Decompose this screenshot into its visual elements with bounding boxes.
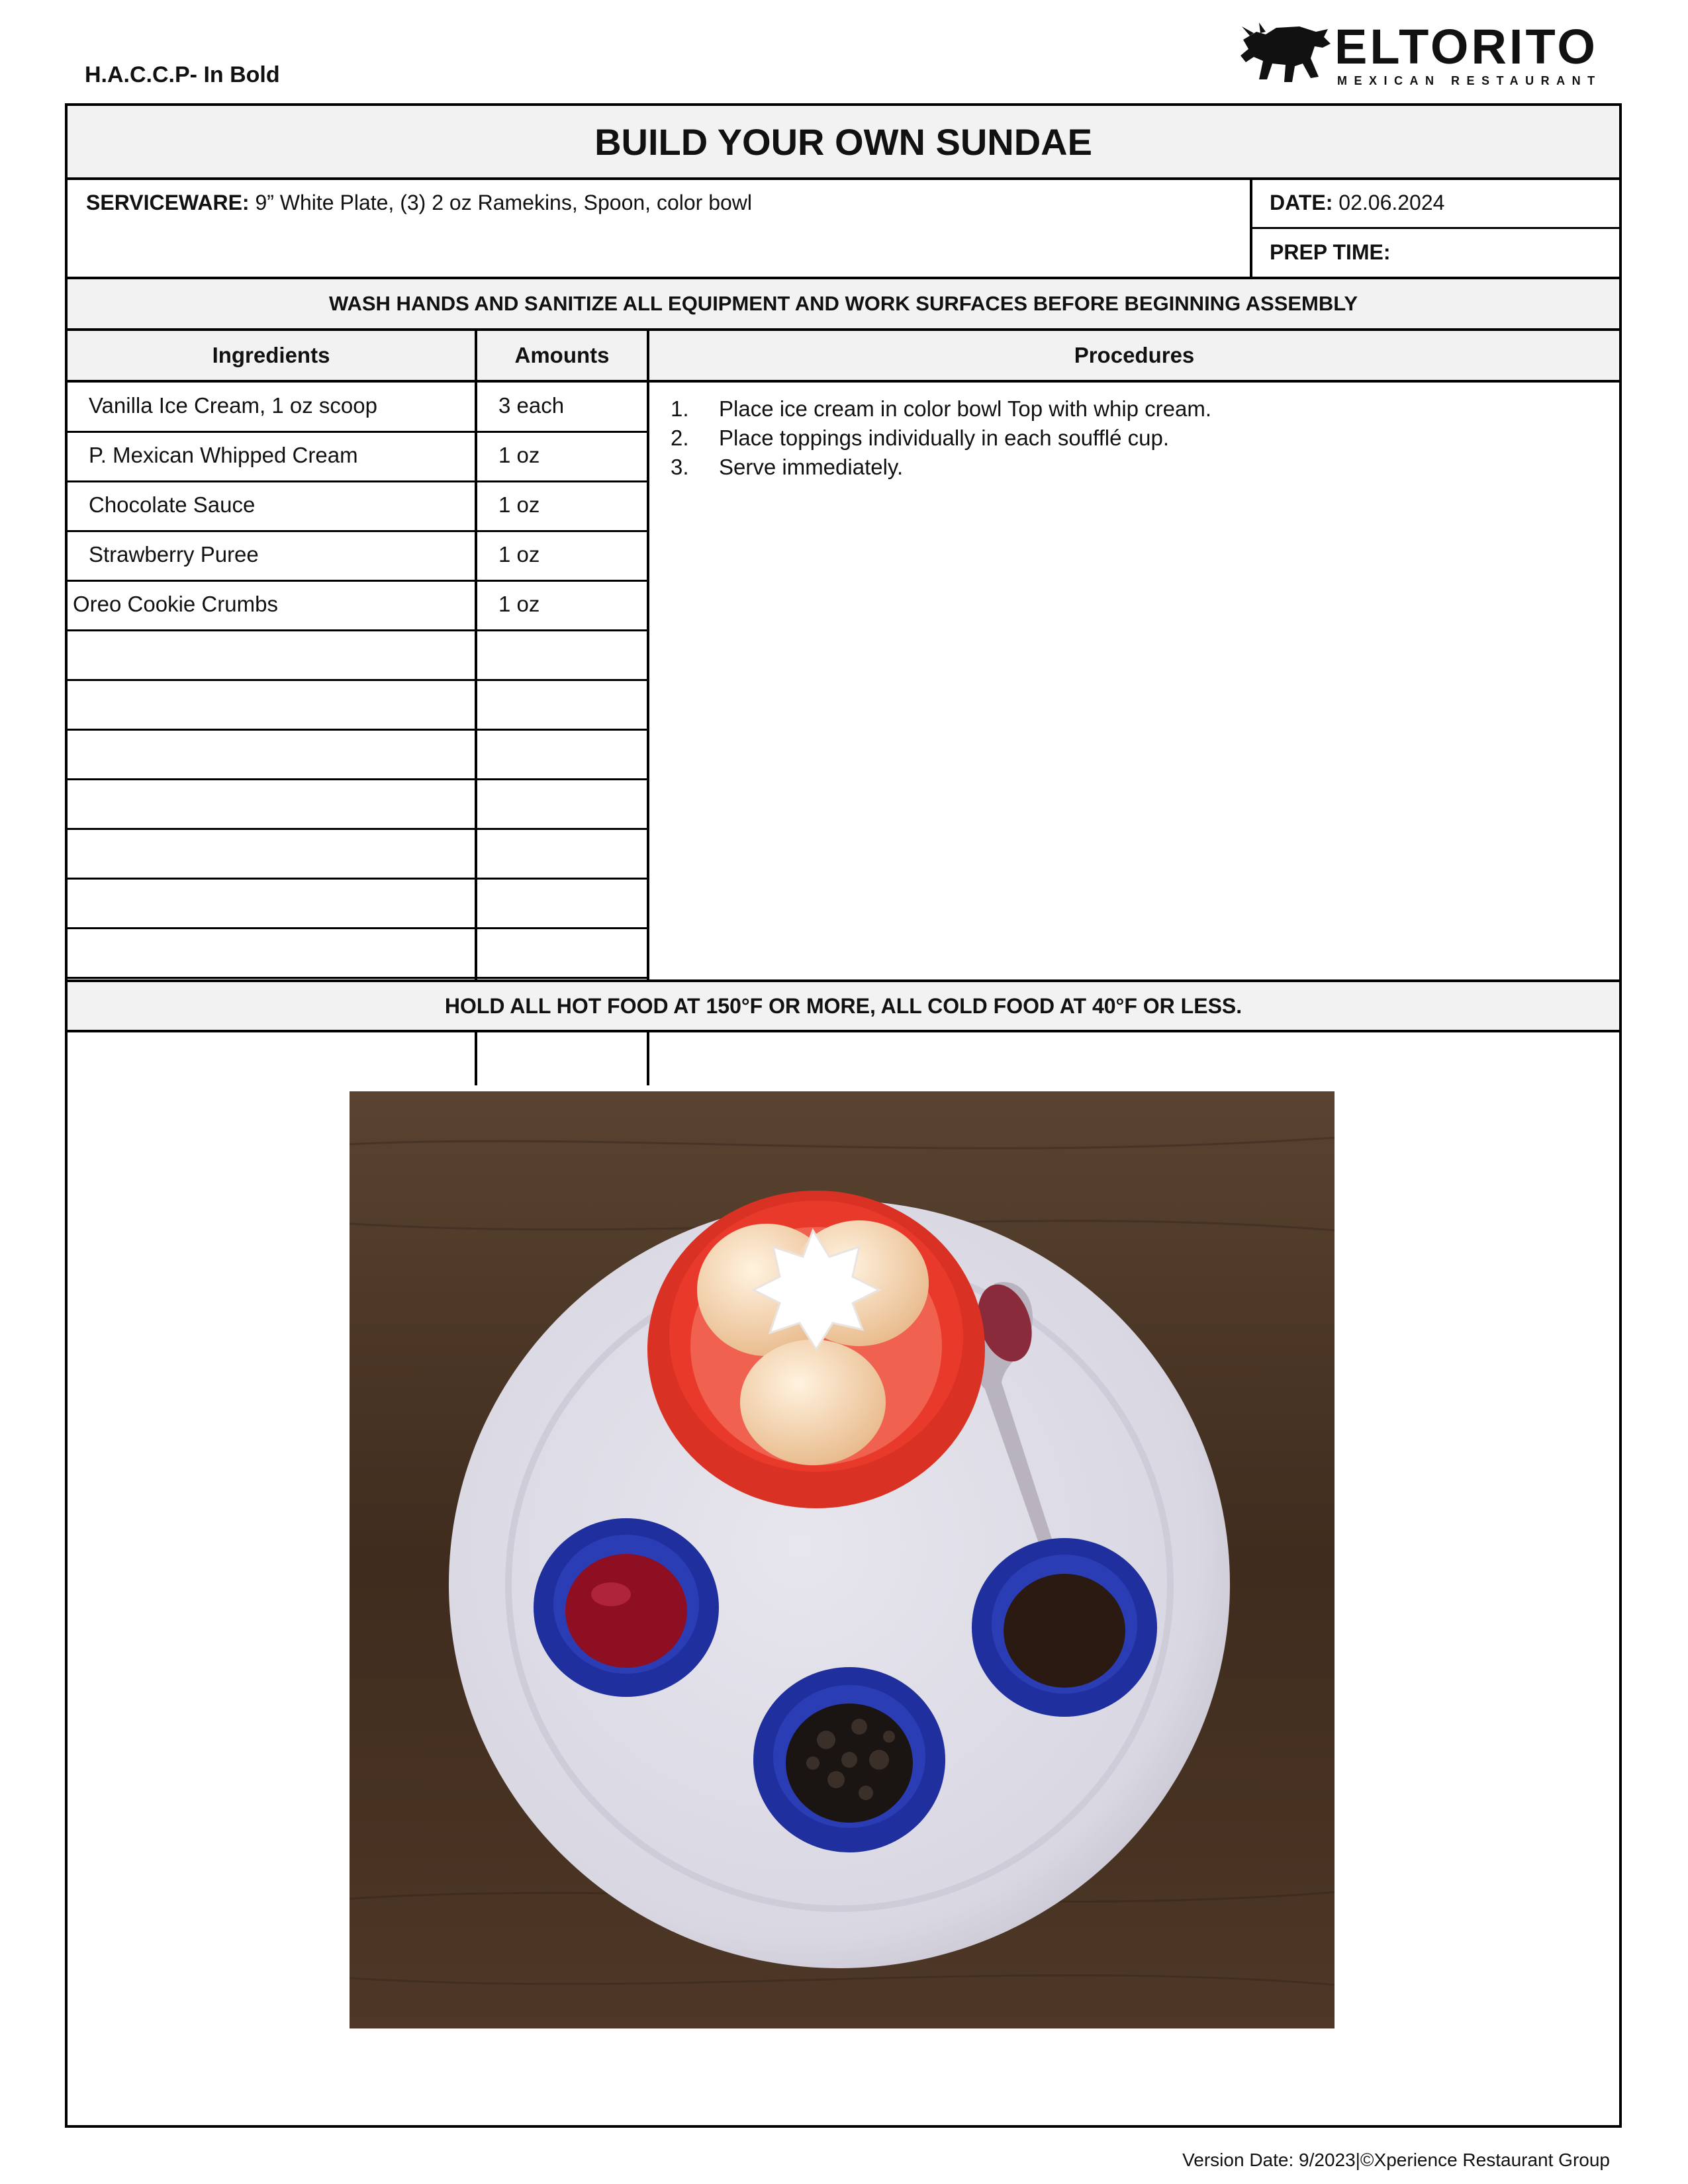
ingredient-amount: 1 oz bbox=[498, 443, 540, 467]
haccp-note: H.A.C.C.P- In Bold bbox=[85, 62, 280, 87]
prep-time-label: PREP TIME: bbox=[1270, 240, 1391, 264]
prep-time-field bbox=[1270, 240, 1391, 265]
el-torito-logo bbox=[1237, 20, 1627, 86]
procedure-text: Place toppings individually in each soufflé cup. bbox=[719, 426, 1169, 450]
serviceware-value: 9” White Plate, (3) 2 oz Ramekins, Spoon, color bowl bbox=[249, 191, 752, 214]
procedure-number: 3. bbox=[671, 455, 689, 479]
brand-wordmark: ELTORITO bbox=[1335, 19, 1598, 74]
ingredient-name: Strawberry Puree bbox=[89, 542, 259, 567]
procedure-number: 2. bbox=[671, 426, 689, 450]
ingredient-name: Vanilla Ice Cream, 1 oz scoop bbox=[89, 393, 377, 418]
procedure-step bbox=[671, 453, 1597, 482]
ingredient-name: Chocolate Sauce bbox=[89, 492, 256, 517]
hold-temperature-notice: HOLD ALL HOT FOOD AT 150°F OR MORE, ALL COLD FOOD AT 40°F OR LESS. bbox=[68, 982, 1619, 1030]
bull-icon bbox=[1237, 20, 1336, 86]
serviceware-field bbox=[86, 191, 752, 215]
procedure-step bbox=[671, 394, 1597, 424]
procedure-text: Place ice cream in color bowl Top with whip cream. bbox=[719, 396, 1212, 421]
ingredients-header: Ingredients bbox=[68, 331, 475, 380]
recipe-title: BUILD YOUR OWN SUNDAE bbox=[594, 120, 1092, 163]
ingredient-amount: 1 oz bbox=[498, 592, 540, 616]
brand-tagline: MEXICAN RESTAURANT bbox=[1337, 74, 1602, 87]
procedures-header: Procedures bbox=[649, 331, 1619, 380]
serviceware-label: SERVICEWARE: bbox=[86, 191, 250, 214]
procedure-number: 1. bbox=[671, 396, 689, 421]
ingredient-name: P. Mexican Whipped Cream bbox=[89, 443, 358, 467]
sundae-photo bbox=[350, 1091, 1335, 2028]
date-label: DATE: bbox=[1270, 191, 1333, 214]
date-value: 02.06.2024 bbox=[1333, 191, 1445, 214]
amounts-header: Amounts bbox=[477, 331, 647, 380]
ingredient-amount: 3 each bbox=[498, 393, 565, 418]
ingredient-name: Oreo Cookie Crumbs bbox=[73, 592, 278, 616]
date-field bbox=[1270, 191, 1444, 215]
ingredient-amount: 1 oz bbox=[498, 492, 540, 517]
procedure-text: Serve immediately. bbox=[719, 455, 904, 479]
wash-hands-notice: WASH HANDS AND SANITIZE ALL EQUIPMENT AND WORK SURFACES BEFORE BEGINNING ASSEMBLY bbox=[68, 279, 1619, 328]
ingredient-amount: 1 oz bbox=[498, 542, 540, 567]
version-footer: Version Date: 9/2023|©Xperience Restaurant Group bbox=[1182, 2150, 1610, 2170]
procedure-step bbox=[671, 424, 1597, 453]
